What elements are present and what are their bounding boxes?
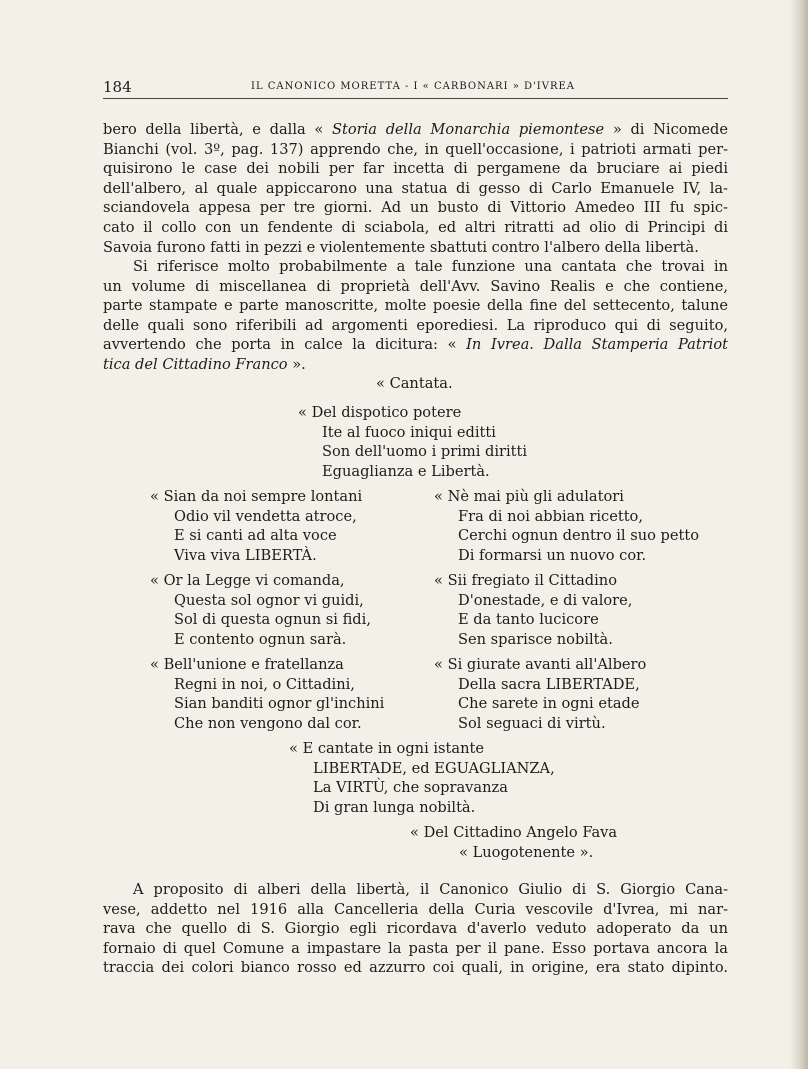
intro-paragraph bbox=[103, 120, 728, 257]
verse-line: Odio vil vendetta atroce, bbox=[174, 507, 357, 525]
page-header bbox=[103, 78, 728, 96]
text-line: vese, addetto nel 1916 alla Cancelleria della Curia vescovile d'Ivrea, mi nar- bbox=[103, 900, 728, 918]
verse-line: Viva viva LIBERTÀ. bbox=[174, 546, 317, 564]
verse-line: Che non vengono dal cor. bbox=[174, 714, 362, 732]
text-line: sciandovela appesa per tre giorni. Ad un busto di Vittorio Amedeo III fu spic- bbox=[103, 199, 728, 217]
signature-role: « Luogotenente ». bbox=[459, 844, 594, 861]
stanza-left-3 bbox=[150, 655, 384, 733]
text-line: Savoia furono fatti in pezzi e violentemente sbattuti contro l'albero della libertà. bbox=[103, 238, 699, 256]
verse-line: E da tanto lucicore bbox=[458, 611, 599, 629]
stanza-right-2 bbox=[434, 571, 632, 649]
text-line: A proposito di alberi della libertà, il Canonico Giulio di S. Giorgio Cana- bbox=[133, 881, 728, 898]
verse-line: Sen sparisce nobiltà. bbox=[458, 630, 613, 648]
verse-line: Questa sol ognor vi guidi, bbox=[174, 591, 364, 609]
text-line: bero della libertà, e dalla « Storia della Monarchia piemontese » di Nicomede bbox=[103, 121, 728, 138]
stanza-final bbox=[289, 739, 555, 817]
stanza-left-2 bbox=[150, 571, 371, 649]
verse-line: Che sarete in ogni etade bbox=[458, 695, 640, 713]
verse-line: Son dell'uomo i primi diritti bbox=[322, 443, 528, 461]
verse-line: « Del dispotico potere bbox=[298, 404, 462, 421]
page-edge-shadow bbox=[790, 0, 808, 1069]
verse-line: Regni in noi, o Cittadini, bbox=[174, 675, 355, 693]
verse-line: « Nè mai più gli adulatori bbox=[434, 488, 624, 505]
verse-line: D'onestade, e di valore, bbox=[458, 591, 633, 609]
page-number: 184 bbox=[103, 78, 132, 96]
verse-line: Ite al fuoco iniqui editti bbox=[322, 423, 496, 441]
verse-line: Cerchi ognun dentro il suo petto bbox=[458, 527, 700, 545]
verse-line: Di formarsi un nuovo cor. bbox=[458, 546, 647, 564]
stanza-right-1 bbox=[434, 487, 699, 565]
running-title: IL CANONICO MORETTA - I « CARBONARI » D'IVREA bbox=[251, 81, 575, 92]
verse-line: Sol seguaci di virtù. bbox=[458, 714, 606, 732]
text-line: delle quali sono riferibili ad argomenti eporediesi. La riproduco qui di seguito, bbox=[103, 316, 728, 334]
stanza-opening bbox=[298, 403, 527, 481]
stanza-left-1 bbox=[150, 487, 362, 565]
text-line: fornaio di quel Comune a impastare la pasta per il pane. Esso portava ancora la bbox=[103, 939, 728, 957]
text-line: Bianchi (vol. 3º, pag. 137) apprendo che, in quell'occasione, i patrioti armati per- bbox=[103, 140, 728, 158]
stanza-right-3 bbox=[434, 655, 646, 733]
text-line: Si riferisce molto probabilmente a tale funzione una cantata che trovai in bbox=[133, 258, 728, 275]
verse-line: La VIRTÙ, che sopravanza bbox=[313, 779, 508, 797]
verse-line: « Or la Legge vi comanda, bbox=[150, 572, 345, 589]
text-line: parte stampate e parte manoscritte, molte poesie della fine del settecento, talune bbox=[103, 297, 728, 315]
verse-line: E si canti ad alta voce bbox=[174, 527, 337, 545]
cantata-title: « Cantata. bbox=[376, 375, 453, 392]
verse-line: LIBERTADE, ed EGUAGLIANZA, bbox=[313, 759, 555, 777]
text-line: cato il collo con un fendente di sciabola, ed altri ritratti ad olio di Principi di bbox=[103, 218, 728, 236]
verse-line: Della sacra LIBERTADE, bbox=[458, 675, 640, 693]
text-line: tica del Cittadino Franco ». bbox=[103, 355, 306, 373]
verse-line: « E cantate in ogni istante bbox=[289, 740, 484, 757]
verse-line: E contento ognun sarà. bbox=[174, 630, 347, 648]
verse-line: Sol di questa ognun si fidi, bbox=[174, 611, 371, 629]
verse-line: Eguaglianza e Libertà. bbox=[322, 462, 490, 480]
verse-line: « Bell'unione e fratellanza bbox=[150, 656, 344, 673]
text-line: un volume di miscellanea di proprietà dell'Avv. Savino Realis e che contiene, bbox=[103, 277, 728, 295]
header-rule bbox=[103, 98, 728, 99]
text-line: traccia dei colori bianco rosso ed azzurro coi quali, in origine, era stato dipinto. bbox=[103, 959, 728, 977]
paragraph-cantata-intro bbox=[103, 257, 728, 375]
text-line: quisirono le case dei nobili per far incetta di pergamene da bruciare ai piedi bbox=[103, 160, 728, 178]
signature-author: « Del Cittadino Angelo Fava bbox=[410, 824, 618, 841]
verse-line: « Sii fregiato il Cittadino bbox=[434, 572, 617, 589]
verse-line: Di gran lunga nobiltà. bbox=[313, 798, 476, 816]
verse-line: Sian banditi ognor gl'inchini bbox=[174, 695, 385, 713]
text-line: avvertendo che porta in calce la dicitura: « In Ivrea. Dalla Stamperia Patriot bbox=[103, 336, 728, 354]
verse-line: « Si giurate avanti all'Albero bbox=[434, 656, 647, 673]
text-line: rava che quello di S. Giorgio egli ricordava d'averlo veduto adoperato da un bbox=[103, 920, 728, 938]
verse-line: Fra di noi abbian ricetto, bbox=[458, 507, 643, 525]
text-line: dell'albero, al quale appiccarono una statua di gesso di Carlo Emanuele IV, la- bbox=[103, 179, 728, 197]
paragraph-trees-of-liberty bbox=[103, 880, 728, 978]
verse-line: « Sian da noi sempre lontani bbox=[150, 488, 363, 505]
